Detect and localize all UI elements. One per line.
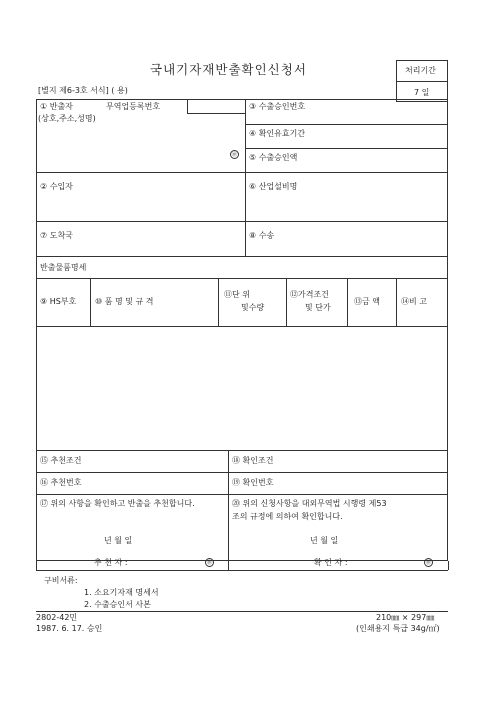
col-price-2: 및 단가 — [305, 303, 331, 312]
recommend-number-label: ⑯ 추천번호 — [40, 478, 82, 487]
industry-facility-label: ⑥ 산업설비명 — [249, 182, 298, 191]
exporter-sub-label: (상호,주소,성명) — [38, 114, 96, 123]
col-item-name: ⑩ 품 명 및 규 격 — [95, 297, 154, 306]
processing-period-value: 7 일 — [414, 88, 430, 97]
recommend-statement: ⑰ 위의 사항을 확인하고 반출을 추천합니다. — [40, 499, 195, 508]
confirmer-label: 확 인 자 : — [314, 558, 348, 567]
confirm-date: 년 월 일 — [310, 536, 339, 545]
footer-doc-no: 2802-42민 — [36, 613, 78, 622]
trade-reg-no-label: 무역업등록번호 — [106, 102, 161, 111]
attachments-label: 구비서류: — [44, 576, 78, 585]
transport-label: ⑧ 수송 — [249, 231, 275, 240]
col-hs-code: ⑨ HS부호 — [40, 297, 77, 306]
col-unit-qty-2: 및수량 — [241, 303, 265, 312]
export-approval-no-label: ③ 수출승인번호 — [249, 102, 306, 111]
recommend-date: 년 월 일 — [104, 536, 133, 545]
confirm-condition-label: ⑱ 확인조건 — [232, 456, 274, 465]
col-price-1: ⑫가격조건 — [290, 290, 329, 299]
col-unit-qty-1: ⑪단 위 — [224, 290, 250, 299]
export-approval-amount-label: ⑤ 수출승인액 — [249, 153, 298, 162]
confirm-valid-label: ④ 확인유효기간 — [249, 129, 306, 138]
confirm-statement-2: 조의 규정에 의하여 확인합니다. — [232, 512, 343, 521]
importer-label: ② 수입자 — [40, 182, 73, 191]
recommend-condition-label: ⑮ 추천조건 — [40, 456, 82, 465]
footer-paper: (인쇄용지 특급 34g/㎡) — [356, 624, 440, 633]
recommender-label: 추 천 자 : — [94, 558, 128, 567]
exporter-label: ① 반출자 — [40, 102, 73, 111]
footer-approved: 1987. 6. 17. 승인 — [36, 624, 103, 633]
items-section-label: 반출물품명세 — [40, 263, 87, 272]
col-amount: ⑬금 액 — [354, 297, 380, 306]
exporter-seal: ㊞ — [231, 152, 237, 158]
footer-size: 210㎜ × 297㎜ — [376, 613, 435, 622]
col-remarks: ⑭비 고 — [401, 297, 427, 306]
form-code: [별지 제6-3호 서식] ( 용) — [38, 86, 128, 95]
form-frame — [36, 99, 448, 561]
confirmer-seal: ㊞ — [425, 560, 431, 566]
form-title: 국내기자재반출확인신청서 — [150, 62, 307, 77]
attachment-item-2: 2. 수출승인서 사본 — [84, 600, 151, 609]
processing-period-label: 처리기간 — [405, 66, 436, 75]
recommender-seal: ㊞ — [206, 560, 212, 566]
confirm-number-label: ⑲ 확인번호 — [232, 478, 274, 487]
arrival-country-label: ⑦ 도착국 — [40, 231, 73, 240]
attachment-item-1: 1. 소요기자재 명세서 — [84, 588, 159, 597]
confirm-statement-1: ⑳ 위의 신청사항을 대외무역법 시행령 제53 — [232, 499, 387, 508]
